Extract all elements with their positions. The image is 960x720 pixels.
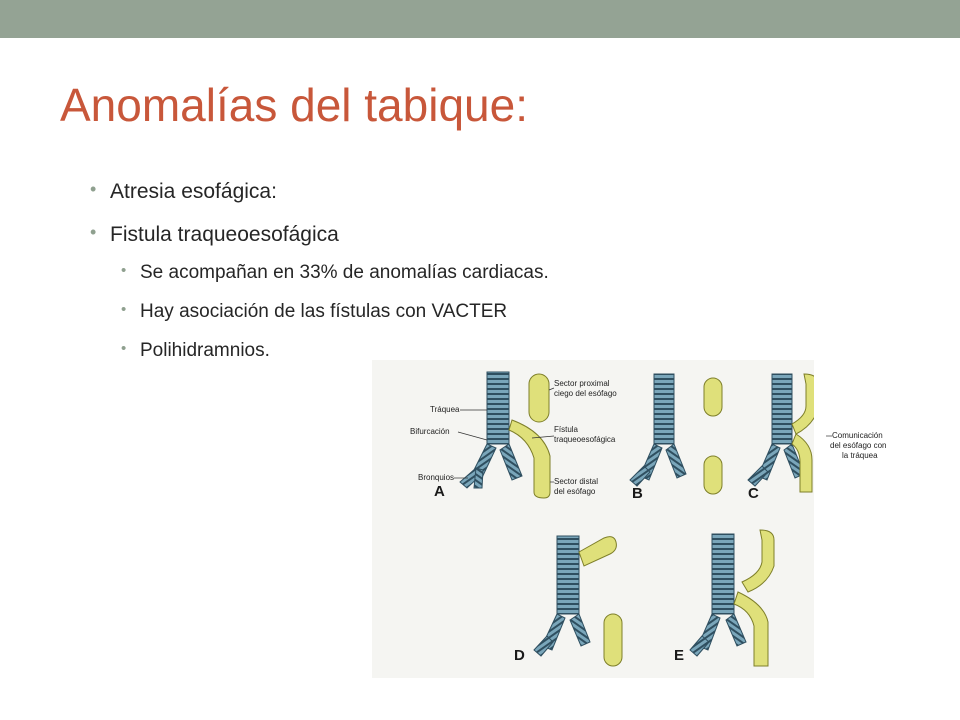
bullet-dot-icon: • — [90, 179, 97, 199]
svg-text:traqueoesofágica: traqueoesofágica — [554, 435, 616, 444]
communication-label — [826, 428, 946, 468]
svg-text:ciego del esófago: ciego del esófago — [554, 389, 617, 398]
panel-b-trachea — [630, 374, 686, 486]
svg-text:Tráquea: Tráquea — [430, 405, 460, 414]
panel-b-esophagus — [704, 378, 722, 494]
slide-title: Anomalías del tabique: — [60, 79, 528, 131]
bullet-dot-icon: • — [121, 262, 127, 279]
svg-text:la tráquea: la tráquea — [842, 451, 878, 460]
panel-d-letter: D — [514, 647, 525, 664]
svg-text:Bronquios: Bronquios — [418, 473, 455, 482]
bullet-text: Hay asociación de las fístulas con VACTER — [140, 301, 508, 322]
panel-a-esophagus — [509, 374, 550, 498]
sub-bullet-item — [121, 340, 270, 362]
svg-text:A: A — [434, 483, 445, 500]
sub-bullet-item — [121, 262, 549, 284]
bullet-text: Polihidramnios. — [140, 340, 270, 361]
panel-d-esophagus — [579, 537, 622, 666]
svg-text:del esófago con: del esófago con — [830, 441, 887, 450]
svg-text:Comunicación: Comunicación — [832, 431, 883, 440]
bullet-item — [90, 222, 339, 247]
bullet-dot-icon: • — [121, 340, 127, 357]
bullet-dot-icon: • — [90, 222, 97, 242]
panel-e-esophagus — [734, 530, 774, 666]
svg-text:Sector distal: Sector distal — [554, 477, 599, 486]
bullet-item — [90, 179, 277, 204]
panel-c-letter: C — [748, 485, 759, 502]
panel-a-labels — [410, 379, 617, 500]
svg-text:Sector proximal: Sector proximal — [554, 379, 610, 388]
svg-text:Bifurcación: Bifurcación — [410, 427, 450, 436]
panel-e-letter: E — [674, 647, 685, 664]
diagram-svg — [372, 360, 814, 678]
bullet-dot-icon: • — [121, 301, 127, 318]
esophageal-atresia-diagram — [372, 360, 814, 678]
panel-b-letter: B — [632, 485, 643, 502]
bullet-text: Atresia esofágica: — [110, 180, 277, 203]
sub-bullet-item — [121, 301, 508, 323]
bullet-text: Se acompañan en 33% de anomalías cardiacas. — [140, 262, 549, 283]
bullet-text: Fistula traqueoesofágica — [110, 223, 339, 246]
svg-text:del esófago: del esófago — [554, 487, 596, 496]
svg-text:Fístula: Fístula — [554, 425, 579, 434]
